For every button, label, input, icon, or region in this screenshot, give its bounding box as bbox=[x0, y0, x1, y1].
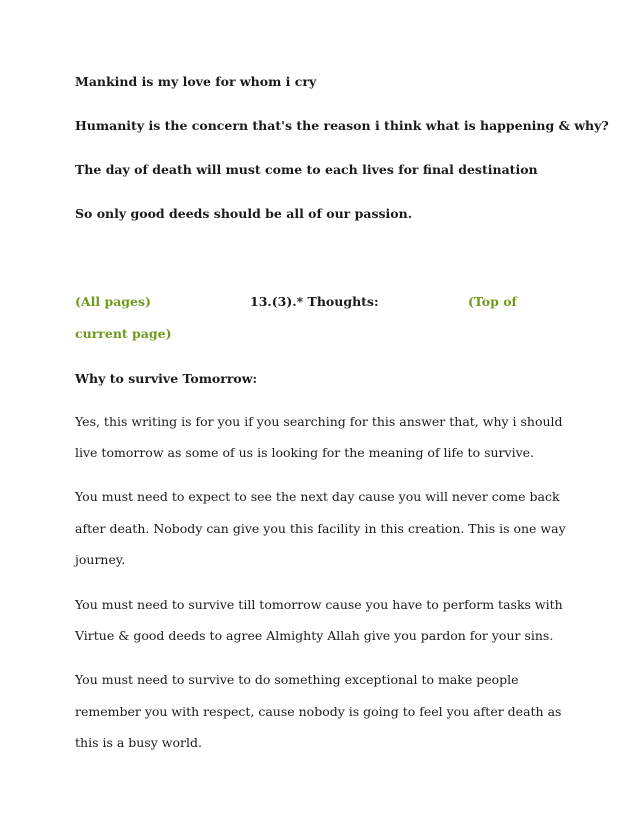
poem-line-2: Humanity is the concern that's the reason i think what is happening & why? bbox=[75, 118, 609, 133]
section-heading: Why to survive Tomorrow: bbox=[75, 371, 258, 386]
paragraph-3-line-2: Virtue & good deeds to agree Almighty Allah give you pardon for your sins. bbox=[75, 628, 554, 643]
paragraph-3-line-1: You must need to survive till tomorrow cause you have to perform tasks with bbox=[75, 597, 563, 612]
paragraph-2-line-3: journey. bbox=[75, 552, 126, 567]
poem-line-4: So only good deeds should be all of our passion. bbox=[75, 206, 413, 221]
section-title: 13.(3).* Thoughts: bbox=[250, 294, 379, 309]
paragraph-1-line-1: Yes, this writing is for you if you searching for this answer that, why i should bbox=[75, 414, 563, 429]
paragraph-2-line-2: after death. Nobody can give you this facility in this creation. This is one way bbox=[75, 521, 566, 536]
paragraph-1-line-2: live tomorrow as some of us is looking for the meaning of life to survive. bbox=[75, 445, 535, 460]
poem-line-1: Mankind is my love for whom i cry bbox=[75, 74, 317, 89]
top-of-page-link[interactable]: (Top of bbox=[468, 294, 517, 309]
poem-line-3: The day of death will must come to each lives for final destination bbox=[75, 162, 538, 177]
paragraph-2-line-1: You must need to expect to see the next day cause you will never come back bbox=[75, 489, 560, 504]
all-pages-link[interactable]: (All pages) bbox=[75, 294, 151, 309]
top-of-page-link-cont[interactable]: current page) bbox=[75, 326, 172, 341]
paragraph-4-line-3: this is a busy world. bbox=[75, 735, 202, 750]
paragraph-4-line-2: remember you with respect, cause nobody is going to feel you after death as bbox=[75, 704, 562, 719]
paragraph-4-line-1: You must need to survive to do something exceptional to make people bbox=[75, 672, 519, 687]
